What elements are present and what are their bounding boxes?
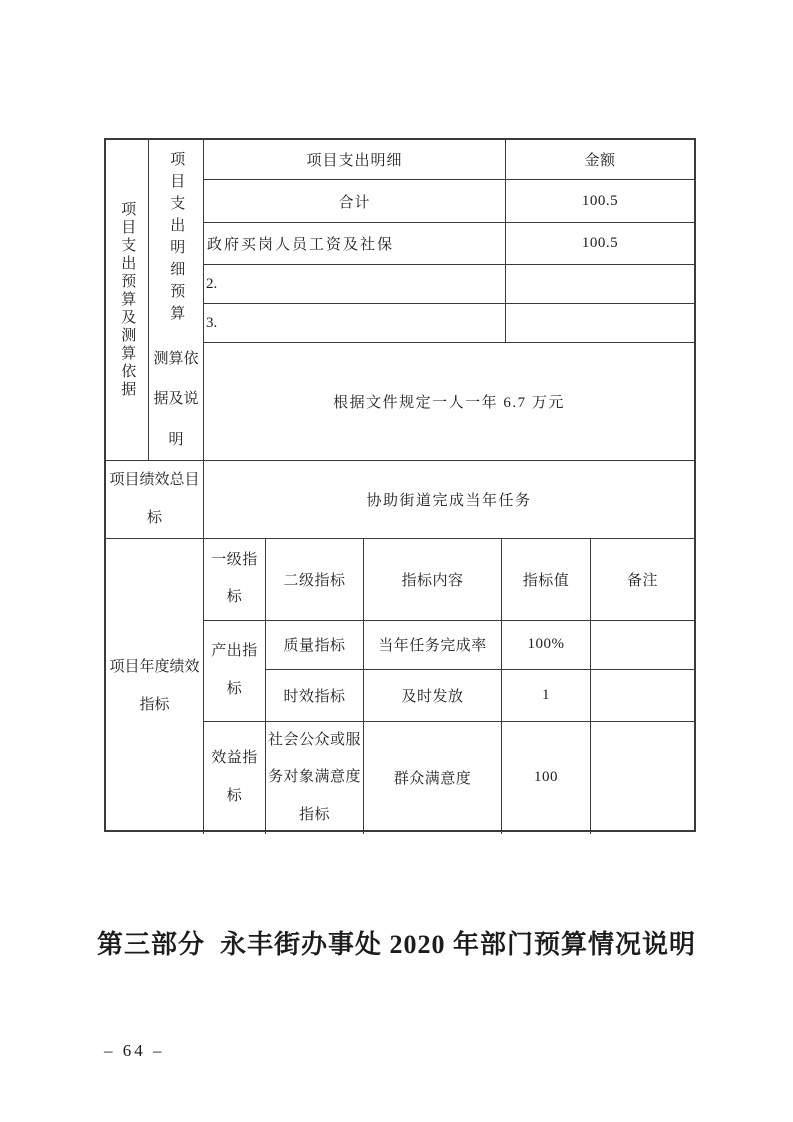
section-performance-goal — [106, 461, 694, 539]
section-heading: 第三部分 永丰街办事处 2020 年部门预算情况说明 — [96, 930, 696, 959]
calculation-basis-row — [204, 343, 694, 460]
label-calculation-basis — [149, 339, 203, 461]
label-text: 测算依据及说明 — [153, 350, 199, 448]
cell-amount-2 — [506, 265, 694, 303]
cell-item-total: 合计 — [204, 180, 506, 222]
cell-value-completion-rate: 100% — [502, 621, 591, 670]
row-label-performance-goal: 项目绩效总目标 — [106, 461, 204, 538]
cell-note — [591, 670, 694, 722]
header-level2-indicator: 二级指标 — [266, 539, 364, 621]
page-number: – 64 – — [104, 1041, 165, 1060]
header-note: 备注 — [591, 539, 694, 621]
cell-amount-total: 100.5 — [581, 192, 619, 209]
cell-level2-satisfaction: 社会公众或服务对象满意度指标 — [266, 722, 364, 835]
cell-item-2: 2. — [204, 265, 506, 303]
cell-level1-benefit: 效益指标 — [204, 722, 266, 835]
cell-amount-3 — [506, 304, 694, 342]
budget-table — [104, 138, 696, 832]
header-indicator-value: 指标值 — [502, 539, 591, 621]
sub-label-column — [149, 140, 204, 460]
cell-item-salary: 政府买岗人员工资及社保 — [204, 223, 506, 264]
header-item: 项目支出明细 — [204, 140, 506, 179]
header-indicator-content: 指标内容 — [364, 539, 502, 621]
detail-header-row — [204, 140, 694, 180]
vertical-label: 项目支出明细预算 — [168, 151, 185, 328]
cell-level1-output: 产出指标 — [204, 621, 266, 722]
section-annual-indicators — [106, 539, 694, 835]
cell-value-timely-payment: 1 — [502, 670, 591, 722]
cell-amount-salary: 100.5 — [581, 235, 619, 251]
cell-content-public-satisfaction: 群众满意度 — [364, 722, 502, 835]
expenditure-detail-table — [204, 140, 694, 460]
table-row — [204, 304, 694, 343]
header-level1-indicator: 一级指标 — [204, 539, 266, 621]
cell-item-3: 3. — [204, 304, 506, 342]
header-amount: 金额 — [584, 153, 616, 169]
cell-level2-timeliness: 时效指标 — [266, 670, 364, 722]
section-expenditure-budget — [106, 140, 694, 461]
cell-value-public-satisfaction: 100 — [502, 722, 591, 835]
row-label-expenditure-budget-and-basis — [106, 140, 149, 460]
cell-content-timely-payment: 及时发放 — [364, 670, 502, 722]
table-row — [204, 180, 694, 223]
indicators-grid — [204, 539, 694, 835]
cell-basis-text: 根据文件规定一人一年 6.7 万元 — [333, 395, 565, 411]
table-row — [204, 223, 694, 265]
vertical-label: 项目支出预算及测算依据 — [119, 201, 136, 399]
cell-performance-goal: 协助街道完成当年任务 — [366, 492, 532, 509]
cell-content-completion-rate: 当年任务完成率 — [364, 621, 502, 670]
table-row — [204, 265, 694, 304]
label-expenditure-detail-budget — [149, 140, 203, 339]
cell-level2-quality: 质量指标 — [266, 621, 364, 670]
row-label-annual-indicators: 项目年度绩效指标 — [106, 539, 204, 835]
cell-note — [591, 722, 694, 835]
cell-note — [591, 621, 694, 670]
